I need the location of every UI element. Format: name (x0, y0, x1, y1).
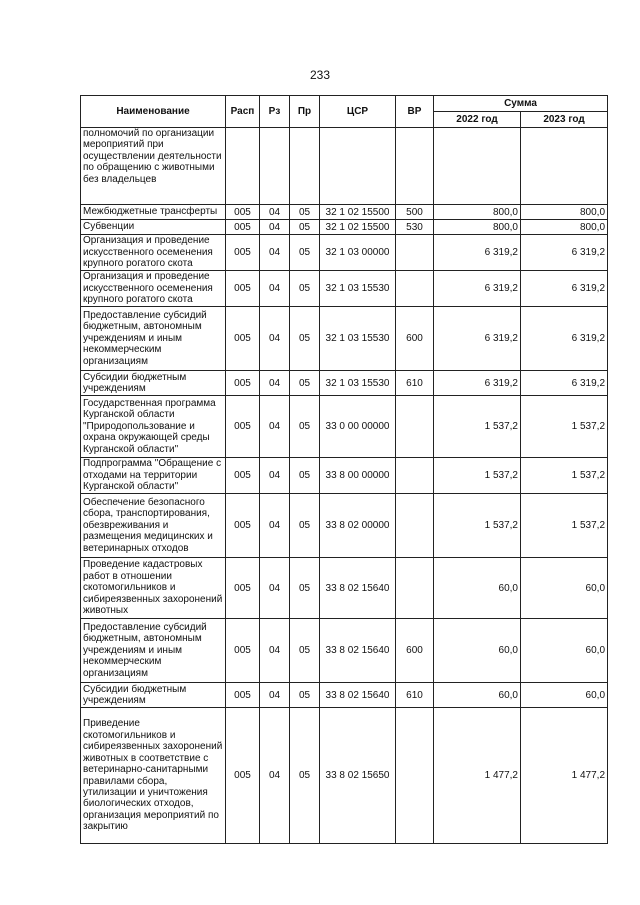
header-vr: ВР (396, 96, 434, 128)
row-name: Подпрограмма "Обращение с отходами на территории Курганской области" (81, 458, 226, 494)
row-sum-2022: 6 319,2 (434, 271, 521, 307)
row-sum-2023: 1 537,2 (521, 396, 608, 458)
row-name: полномочий по организации мероприятий при осуществлении деятельности по обращению с животными без владельцев (81, 128, 226, 205)
row-sum-2022: 1 477,2 (434, 708, 521, 844)
row-pr: 05 (290, 307, 320, 371)
header-name: Наименование (81, 96, 226, 128)
row-sum-2022: 6 319,2 (434, 371, 521, 396)
header-year-2023: 2023 год (521, 112, 608, 128)
row-rz: 04 (260, 494, 290, 558)
row-rasp: 005 (226, 494, 260, 558)
row-name: Проведение кадастровых работ в отношении скотомогильников и сибиреязвенных захоронений животных (81, 558, 226, 619)
budget-table (80, 95, 608, 844)
row-vr (396, 558, 434, 619)
header-rasp: Расп (226, 96, 260, 128)
row-rasp: 005 (226, 396, 260, 458)
row-sum-2022: 6 319,2 (434, 307, 521, 371)
row-rz: 04 (260, 235, 290, 271)
header-sum: Сумма (434, 96, 608, 112)
row-vr (396, 396, 434, 458)
row-pr: 05 (290, 205, 320, 220)
row-sum-2023: 1 477,2 (521, 708, 608, 844)
row-vr: 610 (396, 683, 434, 708)
row-pr: 05 (290, 494, 320, 558)
table-row (81, 458, 608, 494)
row-rasp: 005 (226, 683, 260, 708)
row-rz (260, 128, 290, 205)
row-csr: 32 1 02 15500 (320, 220, 396, 235)
row-name: Предоставление субсидий бюджетным, автономным учреждениям и иным некоммерческим организациям (81, 307, 226, 371)
row-sum-2022: 6 319,2 (434, 235, 521, 271)
row-rasp: 005 (226, 235, 260, 271)
row-sum-2023: 60,0 (521, 558, 608, 619)
row-sum-2023 (521, 128, 608, 205)
row-csr: 32 1 03 15530 (320, 307, 396, 371)
row-vr (396, 494, 434, 558)
row-rasp: 005 (226, 220, 260, 235)
row-rz: 04 (260, 396, 290, 458)
row-vr: 530 (396, 220, 434, 235)
header-year-2022: 2022 год (434, 112, 521, 128)
row-sum-2023: 60,0 (521, 683, 608, 708)
row-name: Обеспечение безопасного сбора, транспортирования, обезвреживания и размещения медицинских и ветеринарных отходов (81, 494, 226, 558)
row-vr: 600 (396, 619, 434, 683)
row-rasp: 005 (226, 558, 260, 619)
table-row (81, 494, 608, 558)
table-row (81, 558, 608, 619)
row-name: Организация и проведение искусственного осеменения крупного рогатого скота (81, 271, 226, 307)
row-vr (396, 271, 434, 307)
row-pr: 05 (290, 683, 320, 708)
row-csr: 32 1 02 15500 (320, 205, 396, 220)
row-sum-2023: 6 319,2 (521, 371, 608, 396)
row-name: Межбюджетные трансферты (81, 205, 226, 220)
row-name: Субвенции (81, 220, 226, 235)
row-rz: 04 (260, 220, 290, 235)
table-row (81, 205, 608, 220)
row-sum-2022: 800,0 (434, 205, 521, 220)
row-csr: 32 1 03 15530 (320, 371, 396, 396)
table-row (81, 307, 608, 371)
row-pr (290, 128, 320, 205)
row-name: Субсидии бюджетным учреждениям (81, 683, 226, 708)
row-name: Государственная программа Курганской области "Природопользование и охрана окружающей среды Курганской области" (81, 396, 226, 458)
row-rz: 04 (260, 683, 290, 708)
row-pr: 05 (290, 235, 320, 271)
row-pr: 05 (290, 220, 320, 235)
row-rz: 04 (260, 271, 290, 307)
header-csr: ЦСР (320, 96, 396, 128)
row-rz: 04 (260, 558, 290, 619)
row-rz: 04 (260, 708, 290, 844)
table-row (81, 271, 608, 307)
row-name: Предоставление субсидий бюджетным, автономным учреждениям и иным некоммерческим организациям (81, 619, 226, 683)
table-row (81, 683, 608, 708)
row-rz: 04 (260, 307, 290, 371)
row-rasp (226, 128, 260, 205)
row-vr: 600 (396, 307, 434, 371)
row-rz: 04 (260, 371, 290, 396)
row-sum-2022: 60,0 (434, 619, 521, 683)
row-rasp: 005 (226, 205, 260, 220)
row-vr (396, 458, 434, 494)
page-number: 233 (309, 68, 331, 82)
row-csr: 32 1 03 00000 (320, 235, 396, 271)
row-vr: 500 (396, 205, 434, 220)
row-csr: 33 8 02 15650 (320, 708, 396, 844)
row-rz: 04 (260, 619, 290, 683)
row-rasp: 005 (226, 271, 260, 307)
row-vr: 610 (396, 371, 434, 396)
row-sum-2022: 1 537,2 (434, 458, 521, 494)
row-pr: 05 (290, 458, 320, 494)
table-row (81, 619, 608, 683)
row-sum-2022: 60,0 (434, 683, 521, 708)
row-vr (396, 128, 434, 205)
row-pr: 05 (290, 558, 320, 619)
row-pr: 05 (290, 371, 320, 396)
table-row (81, 220, 608, 235)
header-pr: Пр (290, 96, 320, 128)
row-rz: 04 (260, 458, 290, 494)
row-name: Субсидии бюджетным учреждениям (81, 371, 226, 396)
row-pr: 05 (290, 708, 320, 844)
row-sum-2022: 800,0 (434, 220, 521, 235)
row-csr: 33 8 02 15640 (320, 619, 396, 683)
row-csr: 33 0 00 00000 (320, 396, 396, 458)
row-csr: 33 8 02 15640 (320, 683, 396, 708)
row-sum-2023: 800,0 (521, 205, 608, 220)
row-rasp: 005 (226, 708, 260, 844)
row-sum-2023: 6 319,2 (521, 271, 608, 307)
row-sum-2023: 60,0 (521, 619, 608, 683)
table-row (81, 396, 608, 458)
table-row (81, 128, 608, 205)
row-rasp: 005 (226, 307, 260, 371)
row-pr: 05 (290, 619, 320, 683)
row-sum-2023: 1 537,2 (521, 458, 608, 494)
row-sum-2023: 6 319,2 (521, 235, 608, 271)
table-row (81, 371, 608, 396)
row-sum-2023: 6 319,2 (521, 307, 608, 371)
row-sum-2022: 1 537,2 (434, 494, 521, 558)
row-csr: 32 1 03 15530 (320, 271, 396, 307)
row-csr: 33 8 00 00000 (320, 458, 396, 494)
row-rasp: 005 (226, 619, 260, 683)
row-vr (396, 708, 434, 844)
row-sum-2022 (434, 128, 521, 205)
header-rz: Рз (260, 96, 290, 128)
table-row (81, 708, 608, 844)
row-rasp: 005 (226, 371, 260, 396)
row-csr: 33 8 02 00000 (320, 494, 396, 558)
row-pr: 05 (290, 271, 320, 307)
row-sum-2023: 800,0 (521, 220, 608, 235)
row-vr (396, 235, 434, 271)
row-sum-2022: 1 537,2 (434, 396, 521, 458)
row-name: Организация и проведение искусственного осеменения крупного рогатого скота (81, 235, 226, 271)
row-pr: 05 (290, 396, 320, 458)
row-rasp: 005 (226, 458, 260, 494)
row-name: Приведение скотомогильников и сибиреязвенных захоронений животных в соответствие с ветеринарно-санитарными правилами сбора, утилизации и уничтожения биологических отходов, организация мероприятий по закрытию (81, 708, 226, 844)
table-row (81, 235, 608, 271)
row-csr (320, 128, 396, 205)
row-sum-2023: 1 537,2 (521, 494, 608, 558)
row-rz: 04 (260, 205, 290, 220)
row-csr: 33 8 02 15640 (320, 558, 396, 619)
row-sum-2022: 60,0 (434, 558, 521, 619)
